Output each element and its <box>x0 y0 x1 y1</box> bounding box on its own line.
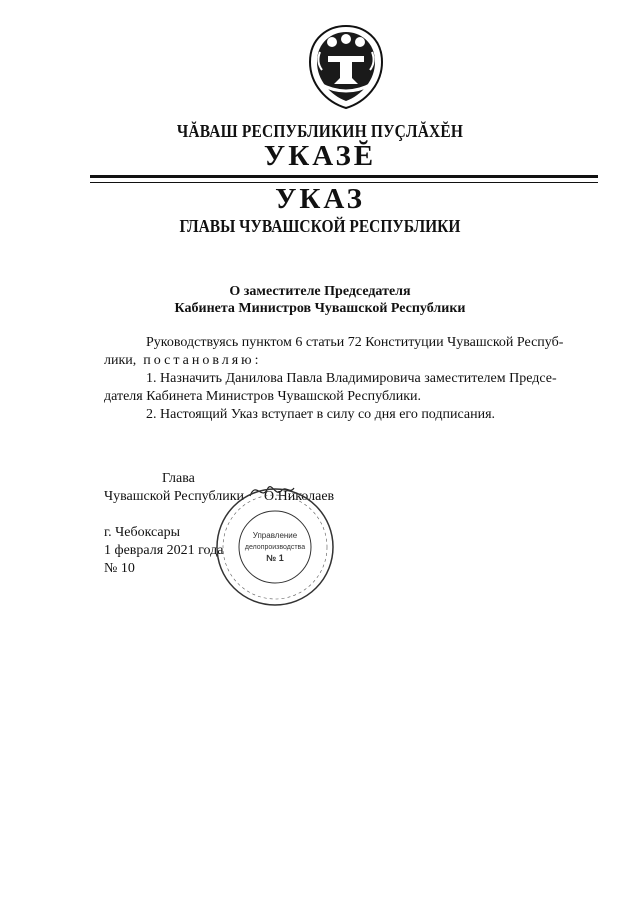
signature-position-line2: Чувашской Республики <box>104 489 245 504</box>
svg-text:Управление: Управление <box>252 531 298 540</box>
paragraph-1-resolve: постановляю: <box>143 353 262 368</box>
coat-of-arms-emblem <box>302 22 390 112</box>
item-2: 2. Настоящий Указ вступает в силу со дня его подписания. <box>146 407 496 422</box>
title-line2: Кабинета Министров Чувашской Республики <box>174 301 466 316</box>
item-1-line1: 1. Назначить Данилова Павла Владимировича заместителем Предсе- <box>146 371 557 386</box>
header-chuvash-line1: ЧĂВАШ РЕСПУБЛИКИН ПУÇЛĂХĔН <box>176 121 464 141</box>
paragraph-1-line2 <box>104 352 604 370</box>
paragraph-1-line1: Руководствуясь пунктом 6 статьи 72 Конституции Чувашской Респуб- <box>146 335 564 350</box>
footer-date: 1 февраля 2021 года <box>104 543 224 558</box>
header-russian-line2: ГЛАВЫ ЧУВАШСКОЙ РЕСПУБЛИКИ <box>179 216 461 236</box>
paragraph-1-word: лики, <box>104 353 137 368</box>
signature-name: О.Николаев <box>264 489 335 504</box>
signature-position-line1: Глава <box>162 471 195 486</box>
header-chuvash-line2: УКАЗĔ <box>263 140 377 172</box>
document-title <box>0 283 640 317</box>
footer-number: № 10 <box>104 561 135 576</box>
footer-city: г. Чебоксары <box>104 525 181 540</box>
title-line1: О заместителе Председателя <box>229 284 411 299</box>
header-rule-thick <box>90 175 598 178</box>
svg-text:делопроизводства: делопроизводства <box>244 544 306 551</box>
document-body <box>104 334 604 424</box>
office-stamp-seal <box>214 486 336 608</box>
header-russian-line1: УКАЗ <box>275 183 365 215</box>
svg-text:№ 1: № 1 <box>266 553 284 563</box>
item-1-line2: дателя Кабинета Министров Чувашской Республики. <box>104 389 422 404</box>
